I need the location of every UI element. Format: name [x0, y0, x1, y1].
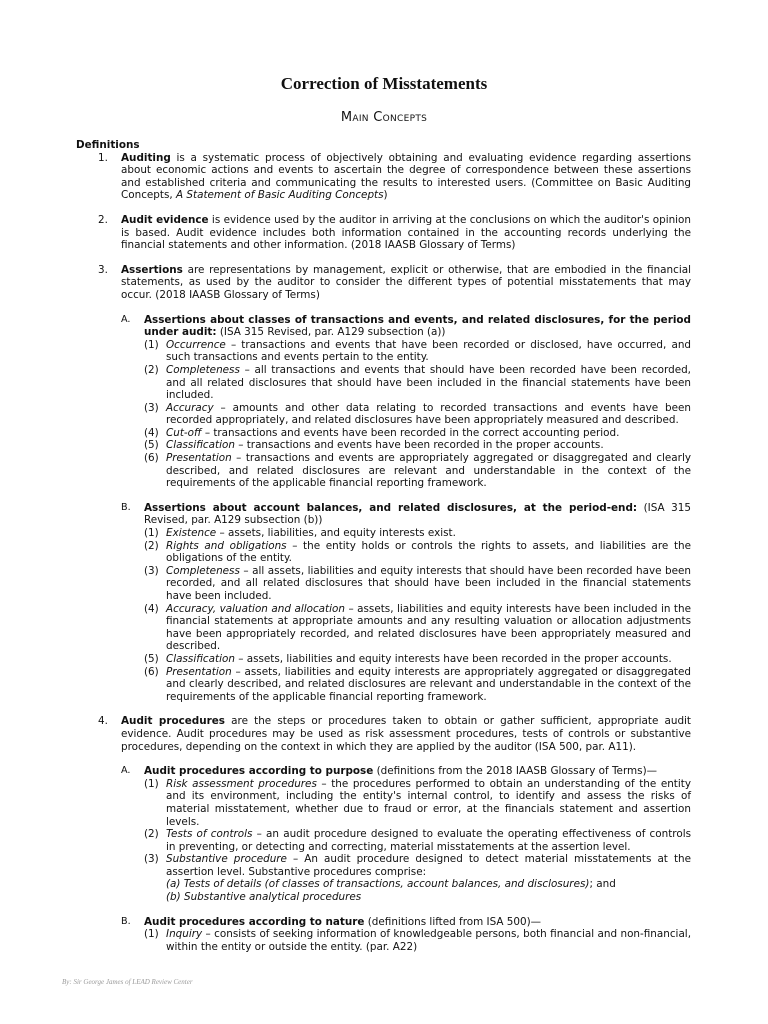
subsection-ref: (definitions from the 2018 IAASB Glossary of Terms)—	[373, 765, 658, 778]
assertion-occurrence	[76, 339, 691, 364]
subsection-letter: A.	[121, 313, 131, 325]
item-number: 4.	[98, 715, 108, 728]
assertion-rights-obligations	[76, 540, 691, 565]
subsection-letter: A.	[121, 765, 131, 777]
item-term: Audit procedures	[121, 715, 225, 728]
point-text: – transactions and events are appropriately aggregated or disaggregated and clearly described, and related disclosures are relevant and understandable in the context of the requirements of the applicable financial reporting framework.	[166, 452, 691, 490]
point-text: – all assets, liabilities and equity interests that should have been recorded have been recorded, and all related disclosures that should have been included in the financial statements have been included.	[166, 564, 691, 602]
item-term: Assertions	[121, 263, 183, 276]
assertion-classification-balances	[76, 653, 691, 666]
point-text: – An audit procedure designed to detect material misstatements at the assertion level. Substantive procedures comprise:	[166, 853, 691, 878]
item-number: 1.	[98, 151, 108, 164]
document-subtitle: Main Concepts	[340, 110, 428, 125]
point-text: – the entity holds or controls the rights to assets, and liabilities are the obligations of the entity.	[166, 539, 691, 565]
assertion-accuracy-valuation	[76, 603, 691, 653]
point-term: Completeness	[166, 363, 240, 376]
point-term: Rights and obligations	[166, 539, 287, 552]
point-number: (2)	[144, 363, 159, 376]
subsection-letter: B.	[121, 915, 131, 927]
point-text: – all transactions and events that should have been recorded have been recorded, and all related disclosures that should have been included in the financial statements have been included.	[166, 363, 691, 402]
point-number: (6)	[144, 452, 159, 465]
point-term: Risk assessment procedures	[166, 777, 317, 790]
point-term: Existence	[166, 527, 217, 540]
point-term: Inquiry	[166, 928, 203, 941]
point-term: Presentation	[166, 665, 232, 678]
point-number: (3)	[144, 853, 159, 866]
point-number: (3)	[144, 401, 159, 414]
item-term: Auditing	[121, 151, 171, 164]
point-number: (5)	[144, 652, 159, 665]
point-term: Accuracy	[166, 401, 214, 414]
subsection-assertions-transactions	[76, 314, 691, 339]
assertion-presentation-balances	[76, 666, 691, 704]
subsection-heading: Audit procedures according to nature	[144, 915, 365, 928]
assertion-completeness-balances	[76, 565, 691, 603]
subsection-assertions-balances	[76, 502, 691, 527]
point-subitem: (b) Substantive analytical procedures	[166, 891, 362, 904]
point-number: (1)	[144, 338, 159, 351]
point-text: – an audit procedure designed to evaluate the operating effectiveness of controls in preventing, or detecting and correcting, material misstatements at the assertion level.	[166, 828, 691, 853]
substantive-tests-of-details	[76, 878, 691, 891]
point-term: Accuracy, valuation and allocation	[166, 602, 345, 615]
point-number: (1)	[144, 928, 159, 941]
point-subitem-tail: ; and	[589, 878, 616, 891]
point-term: Classification	[166, 439, 235, 452]
definition-item-auditing	[76, 152, 691, 202]
point-number: (2)	[144, 539, 159, 552]
subsection-ref: (ISA 315 Revised, par. A129 subsection (a))	[216, 326, 446, 339]
point-number: (1)	[144, 777, 159, 790]
procedure-inquiry	[76, 928, 691, 953]
subsection-heading: Assertions about classes of transactions and events, and related disclosures, for the period under audit:	[144, 313, 691, 339]
point-number: (6)	[144, 665, 159, 678]
procedure-risk-assessment	[76, 778, 691, 828]
document-title: Correction of Misstatements	[280, 74, 488, 93]
document-body	[76, 139, 691, 953]
assertion-presentation	[76, 452, 691, 490]
definition-item-audit-procedures	[76, 715, 691, 753]
subsection-letter: B.	[121, 501, 131, 513]
subsection-ref: (ISA 315 Revised, par. A129 subsection (b))	[144, 501, 691, 527]
definition-item-assertions	[76, 264, 691, 302]
point-number: (3)	[144, 564, 159, 577]
assertion-cut-off	[76, 427, 691, 440]
point-text: – assets, liabilities and equity interests are appropriately aggregated or disaggregated and clearly described, and related disclosures are relevant and understandable in the context of the requirements of the applicable financial reporting framework.	[166, 665, 691, 703]
assertion-accuracy	[76, 402, 691, 427]
point-text: – transactions and events have been recorded in the proper accounts.	[234, 439, 604, 452]
item-text: are the steps or procedures taken to obtain or gather sufficient, appropriate audit evidence. Audit procedures may be used as risk assessment procedures, tests of controls or substantive procedures, depending on the context in which they are applied by the auditor (ISA 500, par. A11).	[121, 715, 692, 753]
item-citation-close: )	[383, 189, 388, 202]
point-text: – transactions and events that have been recorded or disclosed, have occurred, and such transactions and events pertain to the entity.	[166, 338, 691, 364]
item-citation: A Statement of Basic Auditing Concepts	[176, 189, 384, 202]
point-text: – assets, liabilities and equity interests have been included in the financial statements at appropriate amounts and any resulting valuation or allocation adjustments have been appropriately recorded, and related disclosures have been appropriately measured and described.	[166, 602, 691, 653]
subsection-procedures-nature	[76, 916, 691, 929]
point-subitem: (a) Tests of details (of classes of transactions, account balances, and disclosures)	[166, 878, 590, 891]
point-term: Presentation	[166, 452, 232, 465]
point-term: Cut-off	[166, 426, 202, 439]
procedure-substantive	[76, 853, 691, 878]
point-term: Classification	[166, 652, 235, 665]
item-number: 3.	[98, 263, 108, 276]
point-number: (5)	[144, 439, 159, 452]
point-term: Substantive procedure	[166, 853, 287, 866]
point-number: (4)	[144, 602, 159, 615]
point-text: – assets, liabilities, and equity interests exist.	[216, 527, 456, 540]
assertion-existence	[76, 527, 691, 540]
point-term: Completeness	[166, 564, 240, 577]
item-text: is evidence used by the auditor in arriving at the conclusions on which the auditor's opinion is based. Audit evidence includes both information contained in the accounting records underlying the financial statements and other information. (2018 IAASB Glossary of Terms)	[121, 213, 691, 252]
point-number: (2)	[144, 828, 159, 841]
point-text: – transactions and events have been recorded in the correct accounting period.	[201, 426, 620, 439]
point-text: – the procedures performed to obtain an understanding of the entity and its environment, including the entity's internal control, to identify and assess the risks of material misstatement, whether due to fraud or error, at the financials statement and assertion levels.	[166, 777, 691, 828]
point-term: Occurrence	[166, 338, 226, 351]
item-text: is a systematic process of objectively obtaining and evaluating evidence regarding assertions about economic actions and events to ascertain the degree of correspondence between these assertions and established criteria and communicating the results to interested users. (Committee on Basic Auditing Concepts,	[121, 151, 691, 202]
subsection-heading: Assertions about account balances, and related disclosures, at the period-end:	[144, 501, 638, 514]
definitions-heading: Definitions	[76, 139, 140, 151]
substantive-analytical-procedures	[76, 891, 691, 904]
item-term: Audit evidence	[121, 213, 209, 226]
item-number: 2.	[98, 213, 108, 226]
point-text: – assets, liabilities and equity interests have been recorded in the proper accounts.	[234, 652, 672, 665]
point-term: Tests of controls	[166, 828, 253, 841]
subsection-ref: (definitions lifted from ISA 500)—	[364, 915, 542, 928]
subsection-heading: Audit procedures according to purpose	[144, 765, 374, 778]
point-number: (1)	[144, 527, 159, 540]
item-text: are representations by management, explicit or otherwise, that are embodied in the financial statements, as used by the auditor to consider the different types of potential misstatements that may occur. (2018 IAASB Glossary of Terms)	[121, 263, 691, 301]
point-text: – consists of seeking information of knowledgeable persons, both financial and non-financial, within the entity or outside the entity. (par. A22)	[166, 928, 691, 953]
assertion-completeness	[76, 364, 691, 402]
definition-item-audit-evidence	[76, 214, 691, 252]
procedure-tests-of-controls	[76, 828, 691, 853]
subsection-procedures-purpose	[76, 765, 691, 778]
point-number: (4)	[144, 426, 159, 439]
assertion-classification	[76, 439, 691, 452]
page-footer: By: Sir George James of LEAD Review Center	[62, 978, 193, 986]
point-text: – amounts and other data relating to recorded transactions and events have been recorded appropriately, and related disclosures have been appropriately measured and described.	[166, 401, 691, 427]
